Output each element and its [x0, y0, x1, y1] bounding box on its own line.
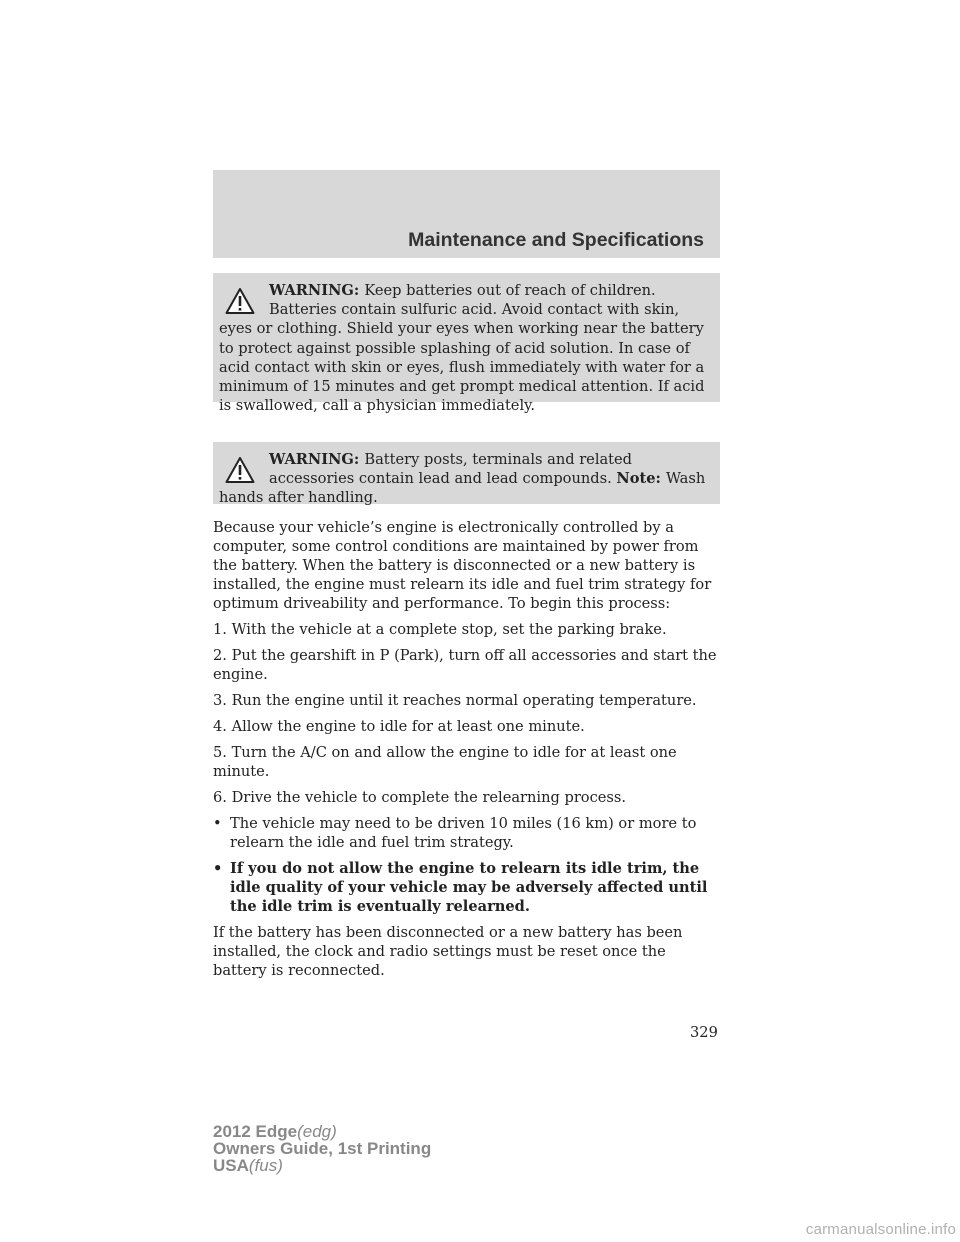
- warning-text: [219, 450, 712, 508]
- warning-triangle-icon: [225, 287, 255, 315]
- page-number: 329: [690, 1024, 718, 1041]
- footer-line-2: Owners Guide, 1st Printing: [213, 1139, 432, 1158]
- step-2: 2. Put the gearshift in P (Park), turn off all accessories and start the engine.: [213, 647, 717, 683]
- body-content: [213, 518, 723, 987]
- footer-model-code: (edg): [297, 1122, 337, 1141]
- section-title: Maintenance and Specifications: [408, 229, 704, 251]
- step-5: 5. Turn the A/C on and allow the engine to idle for at least one minute.: [213, 744, 677, 780]
- warning-box-lead-compounds: [213, 442, 720, 507]
- footer-imprint: [213, 1123, 431, 1174]
- warning-triangle-icon: [225, 456, 255, 484]
- warning-box-battery-acid: [213, 273, 720, 415]
- warning-lead: WARNING:: [269, 451, 365, 468]
- bullet-text: If you do not allow the engine to relearn its idle trim, the idle quality of your vehicle may be adversely affected until the idle trim is eventually relearned.: [230, 860, 708, 915]
- footer-model: 2012 Edge: [213, 1122, 298, 1141]
- intro-paragraph: Because your vehicle’s engine is electronically controlled by a computer, some control conditions are maintained by power from the battery. When the battery is disconnected or a new battery is installed, the engine must relearn its idle and fuel trim strategy for optimum driveability and performance. To begin this process:: [213, 519, 712, 612]
- footer-line-3: [213, 1157, 431, 1174]
- step-1: 1. With the vehicle at a complete stop, set the parking brake.: [213, 621, 667, 638]
- bullet-dot: •: [213, 860, 223, 877]
- closing-paragraph: If the battery has been disconnected or a new battery has been installed, the clock and radio settings must be reset once the battery is reconnected.: [213, 924, 683, 979]
- step-3: 3. Run the engine until it reaches normal operating temperature.: [213, 692, 697, 709]
- note-body: Wash hands after handling.: [219, 470, 706, 507]
- warning-body: Battery posts, terminals and related accessories contain lead and lead compounds.: [269, 451, 633, 488]
- watermark: carmanualsonline.info: [805, 1221, 956, 1238]
- bullet-item: [213, 814, 723, 852]
- warning-lead: WARNING:: [269, 282, 365, 299]
- footer-line-1: [213, 1123, 431, 1140]
- note-lead: Note:: [616, 470, 666, 488]
- bullet-item-bold: [213, 859, 723, 916]
- bullet-text: The vehicle may need to be driven 10 miles (16 km) or more to relearn the idle and fuel trim strategy.: [230, 815, 697, 851]
- step-4: 4. Allow the engine to idle for at least one minute.: [213, 718, 585, 735]
- footer-market: USA: [213, 1156, 249, 1175]
- section-header: [213, 170, 720, 258]
- warning-text: [219, 281, 712, 415]
- step-6: 6. Drive the vehicle to complete the relearning process.: [213, 789, 627, 806]
- bullet-dot: •: [213, 815, 222, 832]
- warning-body: Keep batteries out of reach of children. Batteries contain sulfuric acid. Avoid contact with skin, eyes or clothing. Shield your eyes when working near the battery to protect against possible splashing of acid solution. In case of acid contact with skin or eyes, flush immediately with water for a minimum of 15 minutes and get prompt medical attention. If acid is swallowed, call a physician immediately.: [219, 282, 705, 415]
- footer-market-code: (fus): [248, 1156, 283, 1175]
